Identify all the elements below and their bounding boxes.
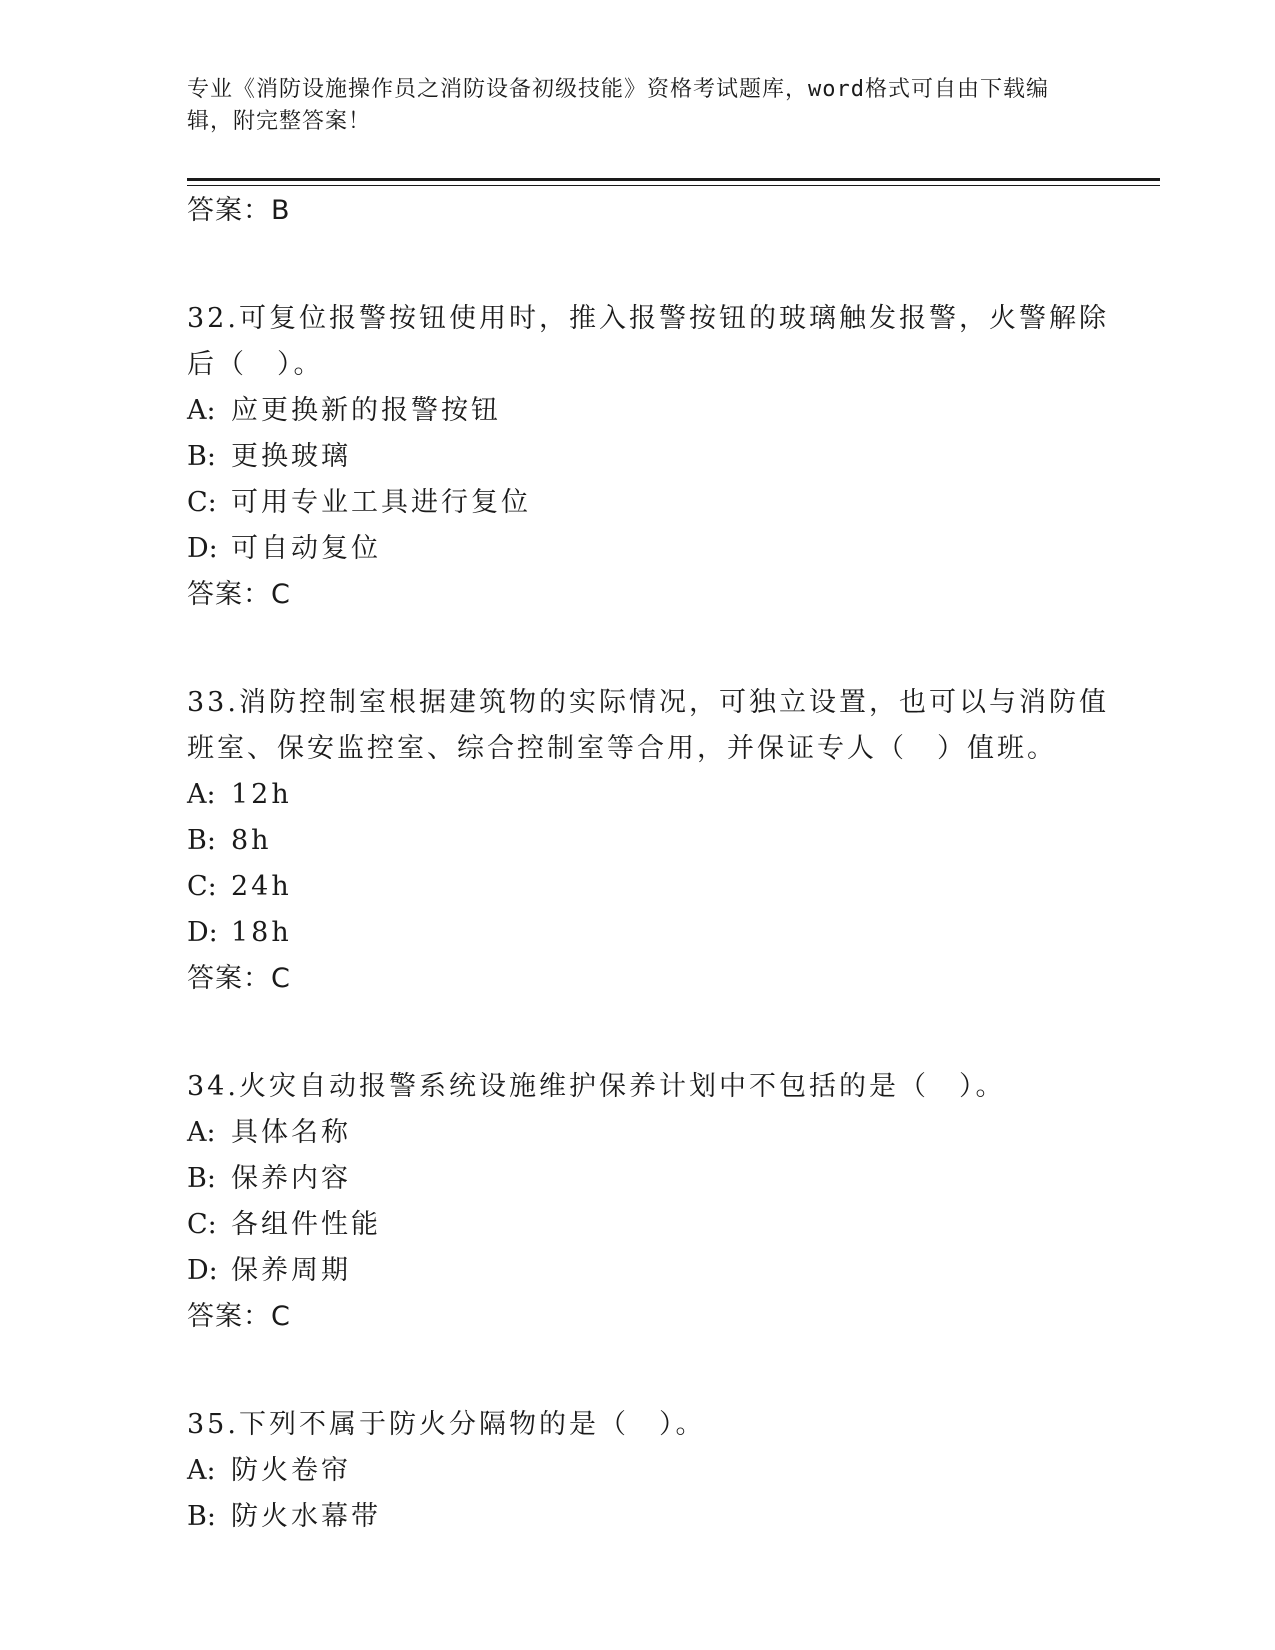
option-text: 具体名称 bbox=[231, 1117, 351, 1148]
option-key: D: bbox=[187, 1255, 218, 1286]
option-key: A: bbox=[187, 1455, 216, 1486]
option-b bbox=[187, 434, 1087, 480]
option-text: 24h bbox=[231, 871, 292, 902]
option-text: 更换玻璃 bbox=[231, 441, 351, 472]
question-text: 后（ ）。 bbox=[187, 349, 324, 380]
option-text: 应更换新的报警按钮 bbox=[231, 395, 501, 426]
option-d bbox=[187, 1248, 1087, 1294]
option-a bbox=[187, 1448, 1087, 1494]
option-key: C: bbox=[187, 487, 217, 518]
option-key: B: bbox=[187, 1501, 216, 1532]
option-text: 防火水幕带 bbox=[231, 1501, 381, 1532]
option-text: 保养内容 bbox=[231, 1163, 351, 1194]
option-text: 18h bbox=[231, 917, 292, 948]
question-text: 34.火灾自动报警系统设施维护保养计划中不包括的是（ ）。 bbox=[187, 1071, 1006, 1102]
option-text: 保养周期 bbox=[231, 1255, 351, 1286]
document-header bbox=[187, 74, 1067, 138]
header-divider-thick bbox=[187, 178, 1160, 181]
option-b bbox=[187, 1156, 1087, 1202]
option-c bbox=[187, 1202, 1087, 1248]
option-key: B: bbox=[187, 441, 216, 472]
question-text: 班室、保安监控室、综合控制室等合用，并保证专人（ ）值班。 bbox=[187, 733, 1057, 764]
option-text: 防火卷帘 bbox=[231, 1455, 351, 1486]
question-33 bbox=[187, 680, 1109, 1002]
option-a bbox=[187, 772, 1087, 818]
option-text: 12h bbox=[231, 779, 292, 810]
header-title: 专业《消防设施操作员之消防设备初级技能》资格考试题库，word格式可自由下载编辑，附完整答案！ bbox=[187, 77, 1049, 134]
option-key: C: bbox=[187, 871, 217, 902]
option-c bbox=[187, 864, 1087, 910]
option-text: 可自动复位 bbox=[231, 533, 381, 564]
option-key: A: bbox=[187, 1117, 216, 1148]
option-b bbox=[187, 1494, 1087, 1540]
answer-line: 答案：B bbox=[187, 195, 291, 226]
option-key: A: bbox=[187, 779, 216, 810]
option-d bbox=[187, 526, 1087, 572]
question-32 bbox=[187, 296, 1109, 618]
answer-line: 答案：C bbox=[187, 963, 291, 994]
question-34 bbox=[187, 1064, 1087, 1340]
option-key: D: bbox=[187, 917, 218, 948]
option-b bbox=[187, 818, 1087, 864]
option-a bbox=[187, 388, 1087, 434]
question-text: 33.消防控制室根据建筑物的实际情况，可独立设置，也可以与消防值 bbox=[187, 687, 1109, 718]
option-key: C: bbox=[187, 1209, 217, 1240]
question-list bbox=[187, 185, 1109, 1540]
option-text: 可用专业工具进行复位 bbox=[231, 487, 531, 518]
answer-line: 答案：C bbox=[187, 1301, 291, 1332]
answer-line: 答案：C bbox=[187, 579, 291, 610]
option-key: D: bbox=[187, 533, 218, 564]
option-key: B: bbox=[187, 825, 216, 856]
option-text: 各组件性能 bbox=[231, 1209, 381, 1240]
option-d bbox=[187, 910, 1087, 956]
option-c bbox=[187, 480, 1087, 526]
question-text: 35.下列不属于防火分隔物的是（ ）。 bbox=[187, 1409, 706, 1440]
option-key: A: bbox=[187, 395, 216, 426]
question-text: 32.可复位报警按钮使用时，推入报警按钮的玻璃触发报警，火警解除 bbox=[187, 303, 1109, 334]
question-35 bbox=[187, 1402, 1087, 1540]
option-a bbox=[187, 1110, 1087, 1156]
option-key: B: bbox=[187, 1163, 216, 1194]
option-text: 8h bbox=[231, 825, 272, 856]
